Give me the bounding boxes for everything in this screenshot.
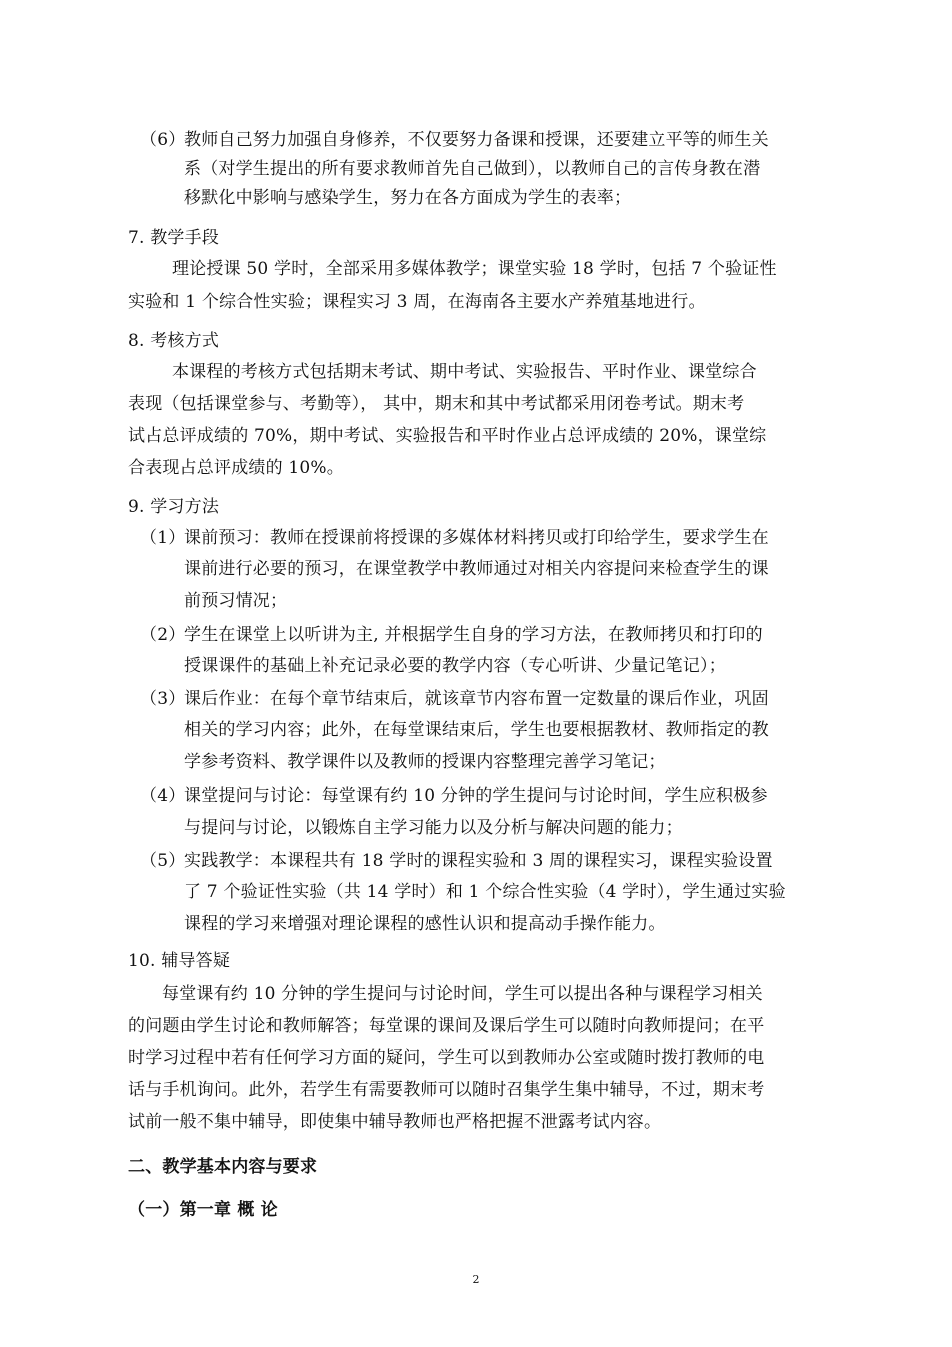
- paragraph-line: 前预习情况；: [184, 591, 288, 611]
- list-marker: （6）: [140, 130, 186, 150]
- paragraph-line: 课堂提问与讨论：每堂课有约 10 分钟的学生提问与讨论时间，学生应积极参: [184, 786, 768, 806]
- paragraph-line: 课后作业：在每个章节结束后，就该章节内容布置一定数量的课后作业，巩固: [184, 689, 769, 709]
- list-marker: （5）: [140, 851, 186, 871]
- paragraph-line: 实践教学：本课程共有 18 学时的课程实验和 3 周的课程实习，课程实验设置: [184, 851, 773, 871]
- chapter-heading: （一）第一章 概 论: [128, 1200, 278, 1220]
- section-heading: 9. 学习方法: [128, 497, 220, 517]
- paragraph-line: 话与手机询问。此外，若学生有需要教师可以随时召集学生集中辅导，不过，期末考: [128, 1080, 765, 1100]
- paragraph-line: 时学习过程中若有任何学习方面的疑问，学生可以到教师办公室或随时拨打教师的电: [128, 1048, 765, 1068]
- paragraph-line: 与提问与讨论，以锻炼自主学习能力以及分析与解决问题的能力；: [184, 818, 683, 838]
- paragraph-line: 的问题由学生讨论和教师解答；每堂课的课间及课后学生可以随时向教师提问；在平: [128, 1016, 765, 1036]
- paragraph-line: 表现（包括课堂参与、考勤等）， 其中，期末和其中考试都采用闭卷考试。期末考: [128, 394, 745, 414]
- part-heading: 二、教学基本内容与要求: [128, 1157, 318, 1177]
- paragraph-line: 课前预习：教师在授课前将授课的多媒体材料拷贝或打印给学生，要求学生在: [184, 528, 769, 548]
- paragraph-line: 授课课件的基础上补充记录必要的教学内容（专心听讲、少量记笔记）；: [184, 656, 726, 676]
- paragraph-line: 实验和 1 个综合性实验；课程实习 3 周，在海南各主要水产养殖基地进行。: [128, 292, 706, 312]
- paragraph-line: 试占总评成绩的 70%，期中考试、实验报告和平时作业占总评成绩的 20%，课堂综: [128, 426, 767, 446]
- list-marker: （4）: [140, 786, 186, 806]
- section-heading: 8. 考核方式: [128, 331, 220, 351]
- paragraph-line: 学参考资料、教学课件以及教师的授课内容整理完善学习笔记；: [184, 752, 666, 772]
- section-heading: 7. 教学手段: [128, 228, 220, 248]
- paragraph-line: 合表现占总评成绩的 10%。: [128, 458, 344, 478]
- page-number: 2: [472, 1273, 480, 1286]
- paragraph-line: 移默化中影响与感染学生，努力在各方面成为学生的表率；: [184, 188, 632, 208]
- paragraph-line: 相关的学习内容；此外，在每堂课结束后，学生也要根据教材、教师指定的教: [184, 720, 769, 740]
- paragraph-line: 了 7 个验证性实验（共 14 学时）和 1 个综合性实验（4 学时），学生通过实验: [184, 882, 786, 902]
- list-marker: （2）: [140, 625, 186, 645]
- paragraph-line: 学生在课堂上以听讲为主, 并根据学生自身的学习方法，在教师拷贝和打印的: [184, 625, 763, 645]
- section-heading: 10. 辅导答疑: [128, 951, 231, 971]
- paragraph-line: 本课程的考核方式包括期末考试、期中考试、实验报告、平时作业、课堂综合: [172, 362, 757, 382]
- paragraph-line: 每堂课有约 10 分钟的学生提问与讨论时间，学生可以提出各种与课程学习相关: [162, 984, 763, 1004]
- paragraph-line: 系（对学生提出的所有要求教师首先自己做到），以教师自己的言传身教在潜: [184, 159, 761, 179]
- paragraph-line: 教师自己努力加强自身修养，不仅要努力备课和授课，还要建立平等的师生关: [184, 130, 769, 150]
- paragraph-line: 课前进行必要的预习，在课堂教学中教师通过对相关内容提问来检查学生的课: [184, 559, 769, 579]
- paragraph-line: 试前一般不集中辅导，即使集中辅导教师也严格把握不泄露考试内容。: [128, 1112, 662, 1132]
- list-marker: （3）: [140, 689, 186, 709]
- paragraph-line: 课程的学习来增强对理论课程的感性认识和提高动手操作能力。: [184, 914, 666, 934]
- paragraph-line: 理论授课 50 学时，全部采用多媒体教学；课堂实验 18 学时，包括 7 个验证性: [172, 259, 777, 279]
- list-marker: （1）: [140, 528, 186, 548]
